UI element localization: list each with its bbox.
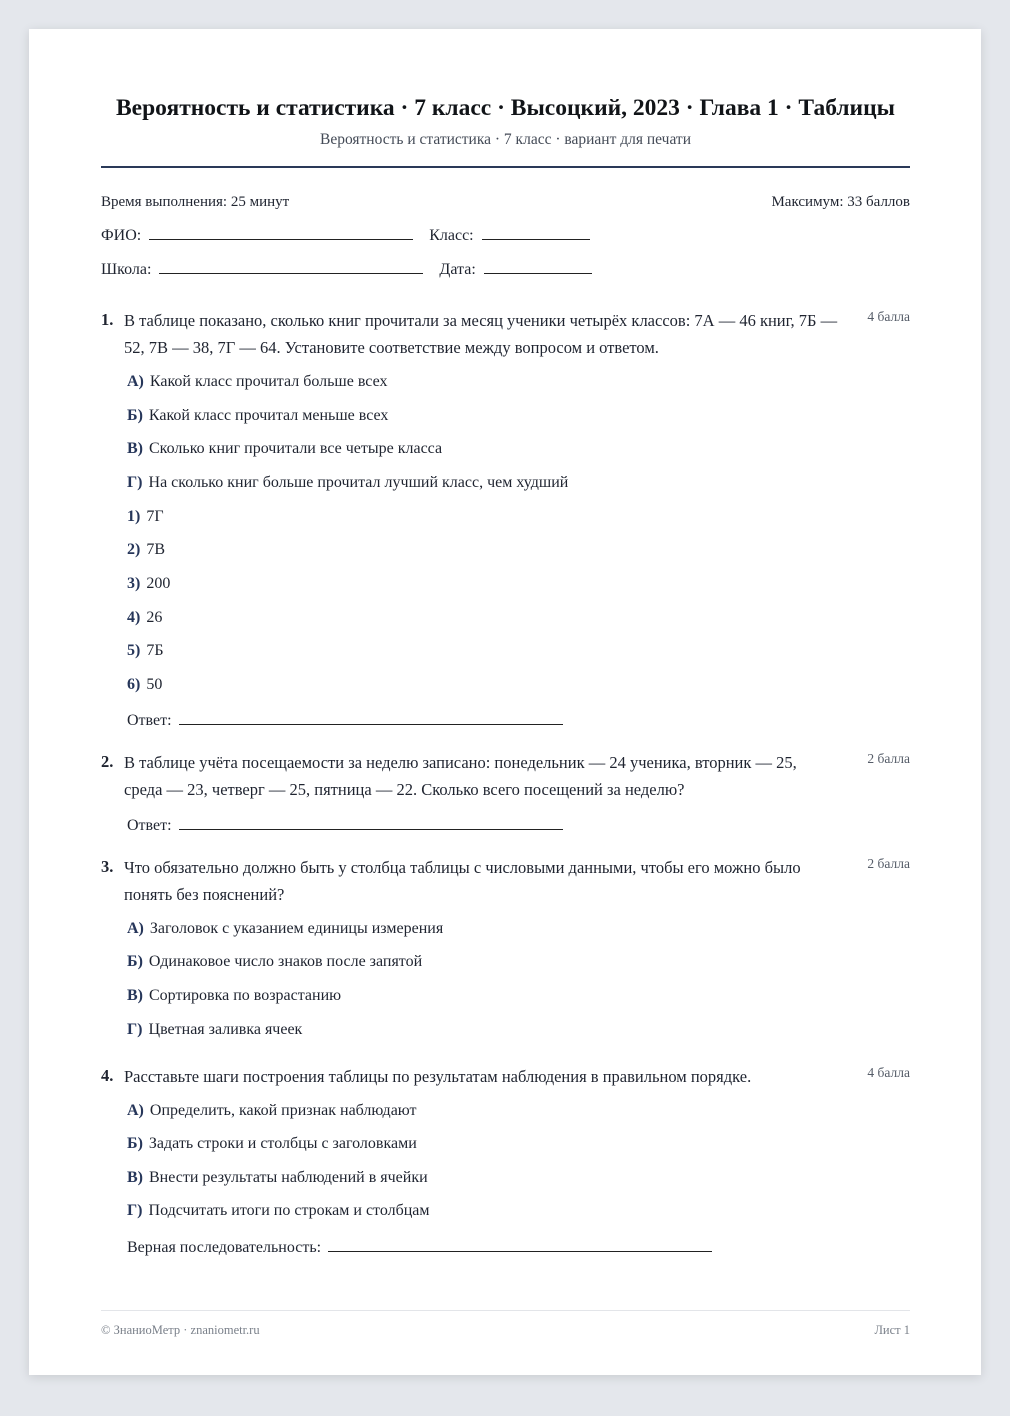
option: [127, 1021, 302, 1039]
option-label: 6): [127, 676, 141, 693]
option-label: 2): [127, 541, 141, 558]
option-label: Б): [127, 953, 143, 970]
option-text: Цветная заливка ячеек: [148, 1021, 303, 1038]
question-points: 2 балла: [867, 751, 910, 766]
worksheet-page: [29, 29, 981, 1375]
option: [127, 407, 388, 425]
option: [127, 474, 568, 492]
question-text: Что обязательно должно быть у столбца таблицы с числовыми данными, чтобы его можно было понять без пояснений?: [124, 858, 801, 904]
footer-divider: [101, 1310, 910, 1311]
question-number: 1.: [101, 310, 114, 329]
option-text: Внести результаты наблюдений в ячейки: [149, 1169, 428, 1186]
option-label: А): [127, 920, 144, 937]
option-text: Какой класс прочитал больше всех: [149, 373, 388, 390]
page-title: Вероятность и статистика · 7 класс · Высоцкий, 2023 · Глава 1 · Таблицы: [116, 95, 895, 121]
class-field[interactable]: [482, 225, 590, 240]
question-points: 2 балла: [867, 856, 910, 871]
option-label: 5): [127, 642, 141, 659]
option: [127, 1102, 417, 1120]
option: [127, 1135, 417, 1153]
option-label: В): [127, 440, 143, 457]
option: [127, 953, 422, 971]
option-text: Какой класс прочитал меньше всех: [148, 407, 389, 424]
page-number: Лист 1: [874, 1323, 910, 1337]
option-label: 1): [127, 508, 141, 525]
answer-choice: [127, 508, 164, 526]
max-score: Максимум: 33 баллов: [771, 194, 910, 210]
option-text: 7В: [146, 541, 165, 558]
school-date-row: [101, 259, 592, 279]
answer-choice: [127, 541, 165, 559]
option-label: В): [127, 1169, 143, 1186]
option-text: 7Б: [146, 642, 164, 659]
option: [127, 1202, 430, 1220]
option-label: 4): [127, 609, 141, 626]
fio-label: ФИО:: [101, 227, 142, 244]
option-text: Сколько книг прочитали все четыре класса: [149, 440, 443, 457]
option-label: Г): [127, 1202, 143, 1219]
answer-row: [127, 710, 563, 730]
option: [127, 987, 341, 1005]
question-points: 4 балла: [867, 1065, 910, 1080]
answer-field[interactable]: [179, 815, 563, 830]
option-text: Одинаковое число знаков после запятой: [148, 953, 423, 970]
option-label: Б): [127, 407, 143, 424]
fio-class-row: [101, 225, 590, 245]
question-text: Расставьте шаги построения таблицы по результатам наблюдения в правильном порядке.: [124, 1067, 752, 1086]
option-label: А): [127, 373, 144, 390]
question-text: В таблице показано, сколько книг прочитали за месяц ученики четырёх классов: 7А — 46 книг, 7Б — 52, 7В — 38, 7Г — 64. Установите соответствие между вопросом и ответом.: [124, 311, 838, 357]
option-text: 200: [146, 575, 171, 592]
date-label: Дата:: [439, 261, 476, 278]
option-text: 50: [146, 676, 163, 693]
question-number: 4.: [101, 1066, 114, 1085]
option-label: В): [127, 987, 143, 1004]
question-text: В таблице учёта посещаемости за неделю записано: понедельник — 24 ученика, вторник — 25, среда — 23, четверг — 25, пятница — 22. Сколько всего посещений за неделю?: [124, 753, 797, 799]
sequence-answer-field[interactable]: [328, 1237, 712, 1252]
answer-label: Ответ:: [127, 712, 172, 729]
option-text: 7Г: [146, 508, 164, 525]
option-label: Г): [127, 1021, 143, 1038]
option-text: Сортировка по возрастанию: [149, 987, 342, 1004]
date-field[interactable]: [484, 259, 592, 274]
option-label: Б): [127, 1135, 143, 1152]
school-field[interactable]: [159, 259, 423, 274]
option: [127, 1169, 428, 1187]
option-text: 26: [146, 609, 163, 626]
page-subtitle: Вероятность и статистика · 7 класс · вариант для печати: [319, 131, 691, 148]
option-text: Задать строки и столбцы с заголовками: [148, 1135, 417, 1152]
school-label: Школа:: [101, 261, 152, 278]
option-text: Заголовок с указанием единицы измерения: [149, 920, 444, 937]
option-text: Подсчитать итоги по строкам и столбцам: [148, 1202, 430, 1219]
fio-field[interactable]: [149, 225, 413, 240]
option-text: Определить, какой признак наблюдают: [149, 1102, 417, 1119]
answer-label: Верная последовательность:: [127, 1239, 322, 1256]
option: [127, 440, 442, 458]
answer-choice: [127, 642, 164, 660]
time-limit: Время выполнения: 25 минут: [101, 194, 290, 210]
question-points: 4 балла: [867, 309, 910, 324]
class-label: Класс:: [429, 227, 474, 244]
sequence-answer-row: [127, 1237, 712, 1257]
header-divider: [101, 166, 910, 168]
answer-choice: [127, 609, 162, 627]
answer-label: Ответ:: [127, 817, 172, 834]
option-label: Г): [127, 474, 143, 491]
footer-copyright: © ЗнаниоМетр · znaniometr.ru: [101, 1323, 260, 1337]
answer-row: [127, 815, 563, 835]
option-label: 3): [127, 575, 141, 592]
option-text: На сколько книг больше прочитал лучший класс, чем худший: [148, 474, 569, 491]
question-number: 3.: [101, 857, 114, 876]
question-number: 2.: [101, 752, 114, 771]
answer-field[interactable]: [179, 710, 563, 725]
option: [127, 920, 443, 938]
answer-choice: [127, 575, 170, 593]
option: [127, 373, 388, 391]
answer-choice: [127, 676, 162, 694]
option-label: А): [127, 1102, 144, 1119]
